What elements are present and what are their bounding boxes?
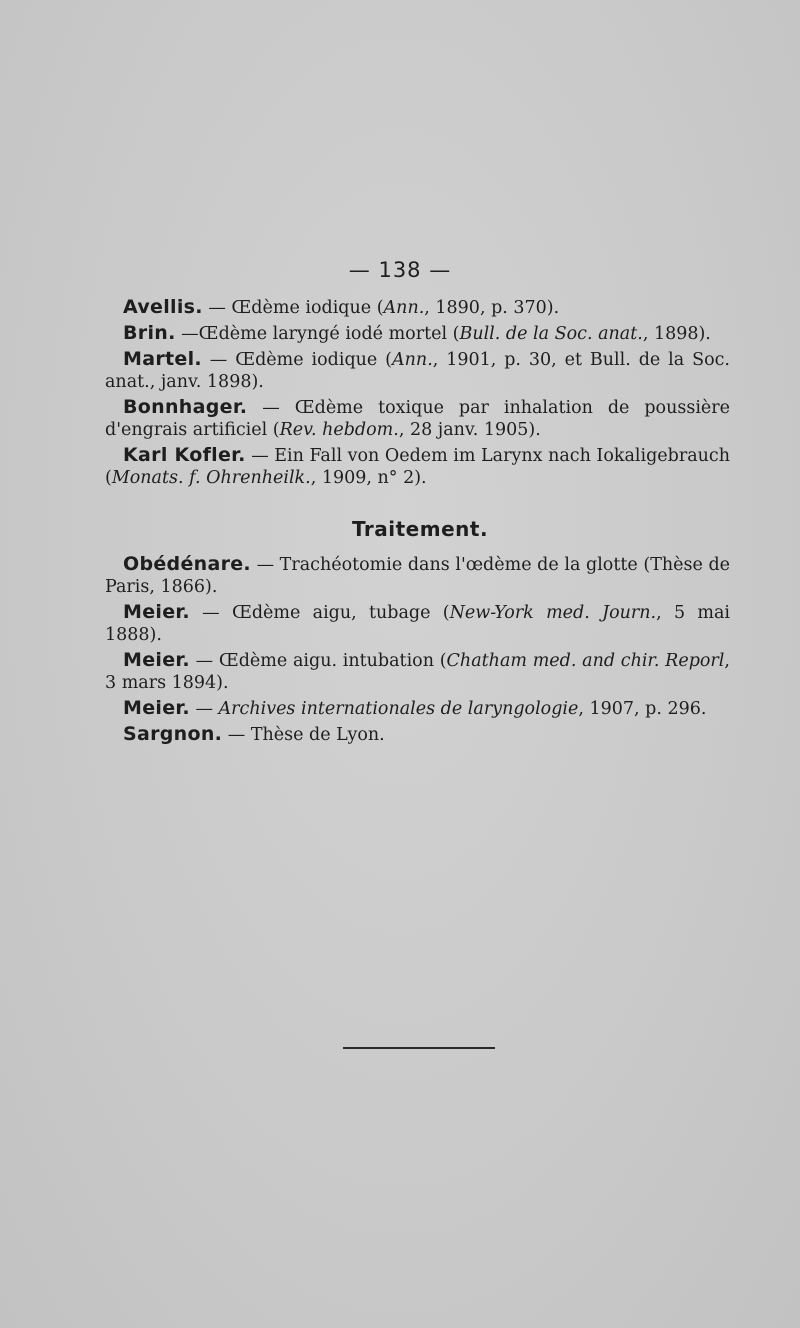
bibliography-entry [105, 553, 730, 598]
entry-reference: Bull. de la Soc. anat. [459, 324, 643, 344]
author-name: Meier. [123, 697, 190, 719]
bibliography-entry [105, 444, 730, 489]
bibliography-entry [105, 723, 730, 746]
author-name: Martel. [123, 348, 202, 370]
entry-text: , 1901, p. 30, et Bull. de la Soc. anat., janv. 1898). [105, 350, 730, 392]
entry-text: — [189, 699, 219, 719]
bibliography-list-bottom [105, 553, 730, 749]
entry-text: —Œdème laryngé iodé mortel ( [175, 324, 460, 344]
entry-text: — Œdème aigu. intubation ( [189, 651, 447, 671]
entry-text: — Œdème aigu, tubage ( [189, 603, 450, 623]
author-name: Karl Kofler. [123, 444, 246, 466]
entry-reference: Chatham med. and chir. Reporl [446, 651, 725, 671]
entry-text: , 1898). [642, 324, 711, 344]
entry-reference: Monats. f. Ohrenheilk. [111, 468, 311, 488]
entry-text: — Thèse de Lyon. [222, 725, 385, 745]
page-number: — 138 — [348, 258, 452, 282]
entry-reference: Rev. hebdom. [279, 420, 399, 440]
entry-text: , 28 janv. 1905). [398, 420, 541, 440]
bibliography-entry [105, 396, 730, 441]
entry-reference: Ann. [392, 350, 433, 370]
section-title: Traitement. [351, 517, 489, 541]
entry-text: , 1890, p. 370). [424, 298, 560, 318]
entry-text: , 3 mars 1894). [105, 651, 730, 693]
bibliography-entry [105, 697, 730, 720]
bibliography-list-top [105, 296, 730, 492]
bibliography-entry [105, 322, 730, 345]
entry-text: — Œdème iodique ( [202, 298, 384, 318]
bibliography-entry [105, 601, 730, 646]
bibliography-entry [105, 296, 730, 319]
bibliography-entry [105, 348, 730, 393]
author-name: Meier. [123, 601, 190, 623]
bibliography-entry [105, 649, 730, 694]
end-rule-divider [343, 1047, 495, 1049]
author-name: Avellis. [123, 296, 203, 318]
entry-text: , 1909, n° 2). [310, 468, 427, 488]
entry-text: — Œdème toxique par inhalation de poussière d'engrais artificiel ( [105, 398, 730, 440]
author-name: Bonnhager. [123, 396, 248, 418]
entry-text: — Ein Fall von Oedem im Larynx nach Iokaligebrauch ( [105, 446, 730, 488]
author-name: Obédénare. [123, 553, 251, 575]
entry-text: , 5 mai 1888). [105, 603, 730, 645]
entry-text: , 1907, p. 296. [578, 699, 707, 719]
entry-reference: New-York med. Journ. [449, 603, 657, 623]
entry-reference: Ann. [383, 298, 425, 318]
author-name: Sargnon. [123, 723, 223, 745]
entry-text: — Trachéotomie dans l'œdème de la glotte (Thèse de Paris, 1866). [105, 555, 730, 597]
author-name: Meier. [123, 649, 190, 671]
entry-text: — Œdème iodique ( [201, 350, 393, 370]
entry-reference: Archives internationales de laryngologie [218, 699, 579, 719]
author-name: Brin. [123, 322, 176, 344]
